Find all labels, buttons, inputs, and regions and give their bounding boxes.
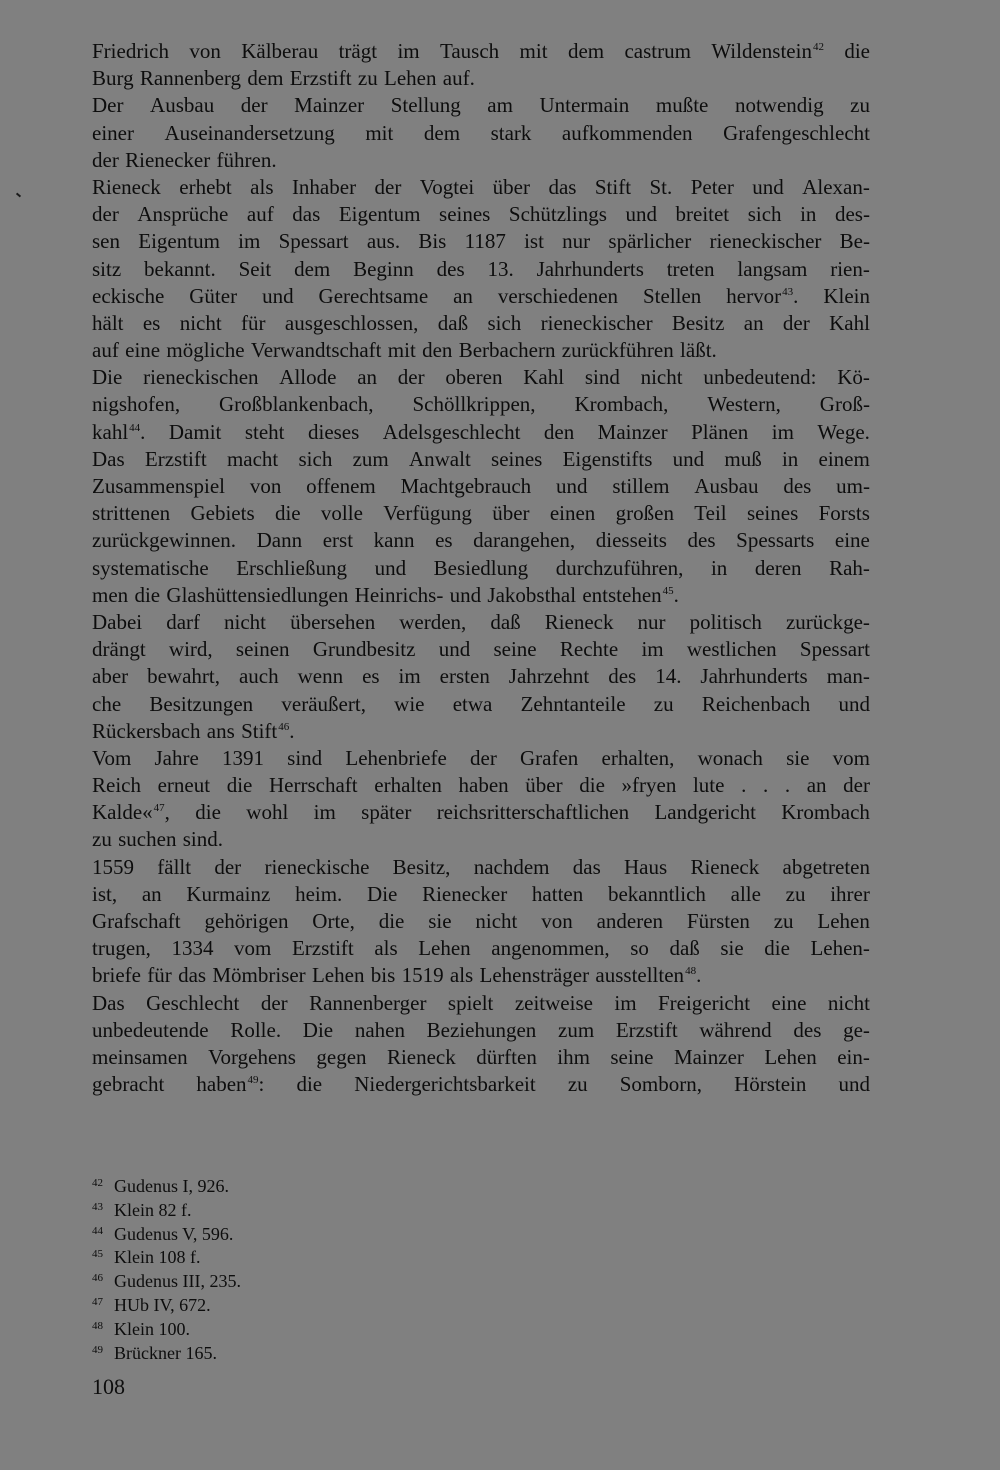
footnote-number: 45 — [92, 1248, 103, 1261]
body-text — [92, 38, 870, 1098]
footnote-ref: 48 — [685, 965, 697, 978]
text-line: Die rieneckischen Allode an der oberen Kahl sind nicht unbedeutend: Kö- — [92, 365, 870, 390]
footnote-ref: 45 — [662, 584, 674, 597]
footnote-text: Gudenus V, 596. — [114, 1223, 234, 1244]
text-line: men die Glashüttensiedlungen Heinrichs- und Jakobsthal entstehen$^{45}$. — [92, 582, 679, 607]
text-line: Dabei darf nicht übersehen werden, daß Rieneck nur politisch zurückge- — [92, 609, 870, 634]
footnote-ref: 42 — [812, 41, 824, 53]
footnote-ref: 43 — [782, 285, 794, 298]
text-line: auf eine mögliche Verwandtschaft mit den Berbachern zurückführen läßt. — [92, 338, 717, 363]
footnote — [92, 1295, 492, 1319]
text-line: hält es nicht für ausgeschlossen, daß sich rieneckischer Besitz an der Kahl — [92, 310, 870, 335]
text-line: zu suchen sind. — [92, 827, 224, 852]
text-line: che Besitzungen veräußert, wie etwa Zehntanteile zu Reichenbach und — [92, 691, 870, 716]
footnote-number: 43 — [92, 1200, 103, 1213]
text-line: Burg Rannenberg dem Erzstift zu Lehen auf. — [92, 66, 475, 91]
footnote-number: 49 — [92, 1343, 103, 1356]
footnotes — [92, 1176, 492, 1366]
text-line: eckische Güter und Gerechtsame an verschiedenen Stellen hervor$^{43}$. Klein — [92, 283, 870, 308]
footnote-number: 44 — [92, 1224, 103, 1237]
footnote-number: 46 — [92, 1272, 103, 1285]
text-line: 1559 fällt der rieneckische Besitz, nachdem das Haus Rieneck abgetreten — [92, 854, 870, 879]
footnote-number: 48 — [92, 1319, 103, 1332]
text-line: der Ansprüche auf das Eigentum seines Schützlings und breitet sich in des- — [92, 202, 870, 227]
footnote — [92, 1271, 492, 1295]
text-line: aber bewahrt, auch wenn es im ersten Jahrzehnt des 14. Jahrhunderts man- — [92, 664, 870, 689]
text-line: Friedrich von Kälberau trägt im Tausch mit dem castrum Wildenstein$^{42}$ die — [92, 39, 870, 63]
text-line: der Rienecker führen. — [92, 147, 277, 172]
footnote-text: Klein 100. — [114, 1318, 190, 1339]
text-line: briefe für das Mömbriser Lehen bis 1519 als Lehensträger ausstellten$^{48}$. — [92, 963, 702, 988]
footnote-text: Klein 108 f. — [114, 1247, 201, 1268]
footnote-text: Klein 82 f. — [114, 1199, 192, 1220]
footnote-ref: 44 — [129, 421, 141, 434]
text-line: Reich erneut die Herrschaft erhalten haben über die »fryen lute . . . an der — [92, 773, 870, 798]
text-line: Der Ausbau der Mainzer Stellung am Untermain mußte notwendig zu — [92, 93, 870, 118]
text-line: meinsamen Vorgehens gegen Rieneck dürften ihm seine Mainzer Lehen ein- — [92, 1044, 870, 1069]
text-line: nigshofen, Großblankenbach, Schöllkrippen, Krombach, Western, Groß- — [92, 392, 870, 417]
text-line: ist, an Kurmainz heim. Die Rienecker hatten bekanntlich alle zu ihrer — [92, 881, 870, 906]
text-line: Das Geschlecht der Rannenberger spielt zeitweise im Freigericht eine nicht — [92, 990, 870, 1015]
footnote — [92, 1200, 492, 1224]
footnote-ref: 49 — [247, 1074, 259, 1087]
footnote-text: Gudenus III, 235. — [114, 1271, 241, 1292]
text-line: drängt wird, seinen Grundbesitz und seine Rechte im westlichen Spessart — [92, 637, 870, 662]
text-line: gebracht haben$^{49}$: die Niedergerichtsbarkeit zu Somborn, Hörstein und — [92, 1072, 870, 1097]
text-line: sen Eigentum im Spessart aus. Bis 1187 ist nur spärlicher rieneckischer Be- — [92, 229, 870, 254]
footnote-text: Gudenus I, 926. — [114, 1176, 229, 1196]
text-line: Kalde«$^{47}$, die wohl im später reichsritterschaftlichen Landgericht Krombach — [92, 800, 870, 825]
scan-artifact — [16, 193, 21, 198]
footnote — [92, 1247, 492, 1271]
footnote — [92, 1343, 492, 1367]
text-line: Rieneck erhebt als Inhaber der Vogtei über das Stift St. Peter und Alexan- — [92, 174, 870, 199]
footnote-number: 47 — [92, 1295, 103, 1308]
text-line: systematische Erschließung und Besiedlung durchzuführen, in deren Rah- — [92, 555, 870, 580]
page-number: 108 — [92, 1374, 125, 1399]
footnote-number: 42 — [92, 1177, 103, 1189]
text-line: Zusammenspiel von offenem Machtgebrauch und stillem Ausbau des um- — [92, 474, 870, 498]
text-line: Rückersbach ans Stift$^{46}$. — [92, 718, 295, 743]
footnote-ref: 47 — [153, 802, 165, 815]
text-line: Grafschaft gehörigen Orte, die sie nicht von anderen Fürsten zu Lehen — [92, 909, 870, 933]
footnote-ref: 46 — [278, 720, 290, 733]
text-line: zurückgewinnen. Dann erst kann es darangehen, diesseits des Spessarts eine — [92, 528, 870, 553]
footnote-text: HUb IV, 672. — [114, 1294, 211, 1315]
footnote — [92, 1176, 492, 1200]
text-line: strittenen Gebiets die volle Verfügung über einen großen Teil seines Forsts — [92, 501, 870, 526]
footnote — [92, 1224, 492, 1248]
text-line: einer Auseinandersetzung mit dem stark aufkommenden Grafengeschlecht — [92, 120, 870, 145]
text-line: trugen, 1334 vom Erzstift als Lehen angenommen, so daß sie die Lehen- — [92, 936, 870, 961]
footnote — [92, 1319, 492, 1343]
text-line: sitz bekannt. Seit dem Beginn des 13. Jahrhunderts treten langsam rien- — [92, 256, 870, 281]
text-line: kahl$^{44}$. Damit steht dieses Adelsgeschlecht den Mainzer Plänen im Wege. — [92, 419, 870, 444]
text-line: Das Erzstift macht sich zum Anwalt seines Eigenstifts und muß in einem — [92, 446, 870, 471]
footnote-text: Brückner 165. — [114, 1342, 217, 1363]
text-line: Vom Jahre 1391 sind Lehenbriefe der Grafen erhalten, wonach sie vom — [92, 745, 870, 770]
text-line: unbedeutende Rolle. Die nahen Beziehungen zum Erzstift während des ge- — [92, 1017, 870, 1042]
